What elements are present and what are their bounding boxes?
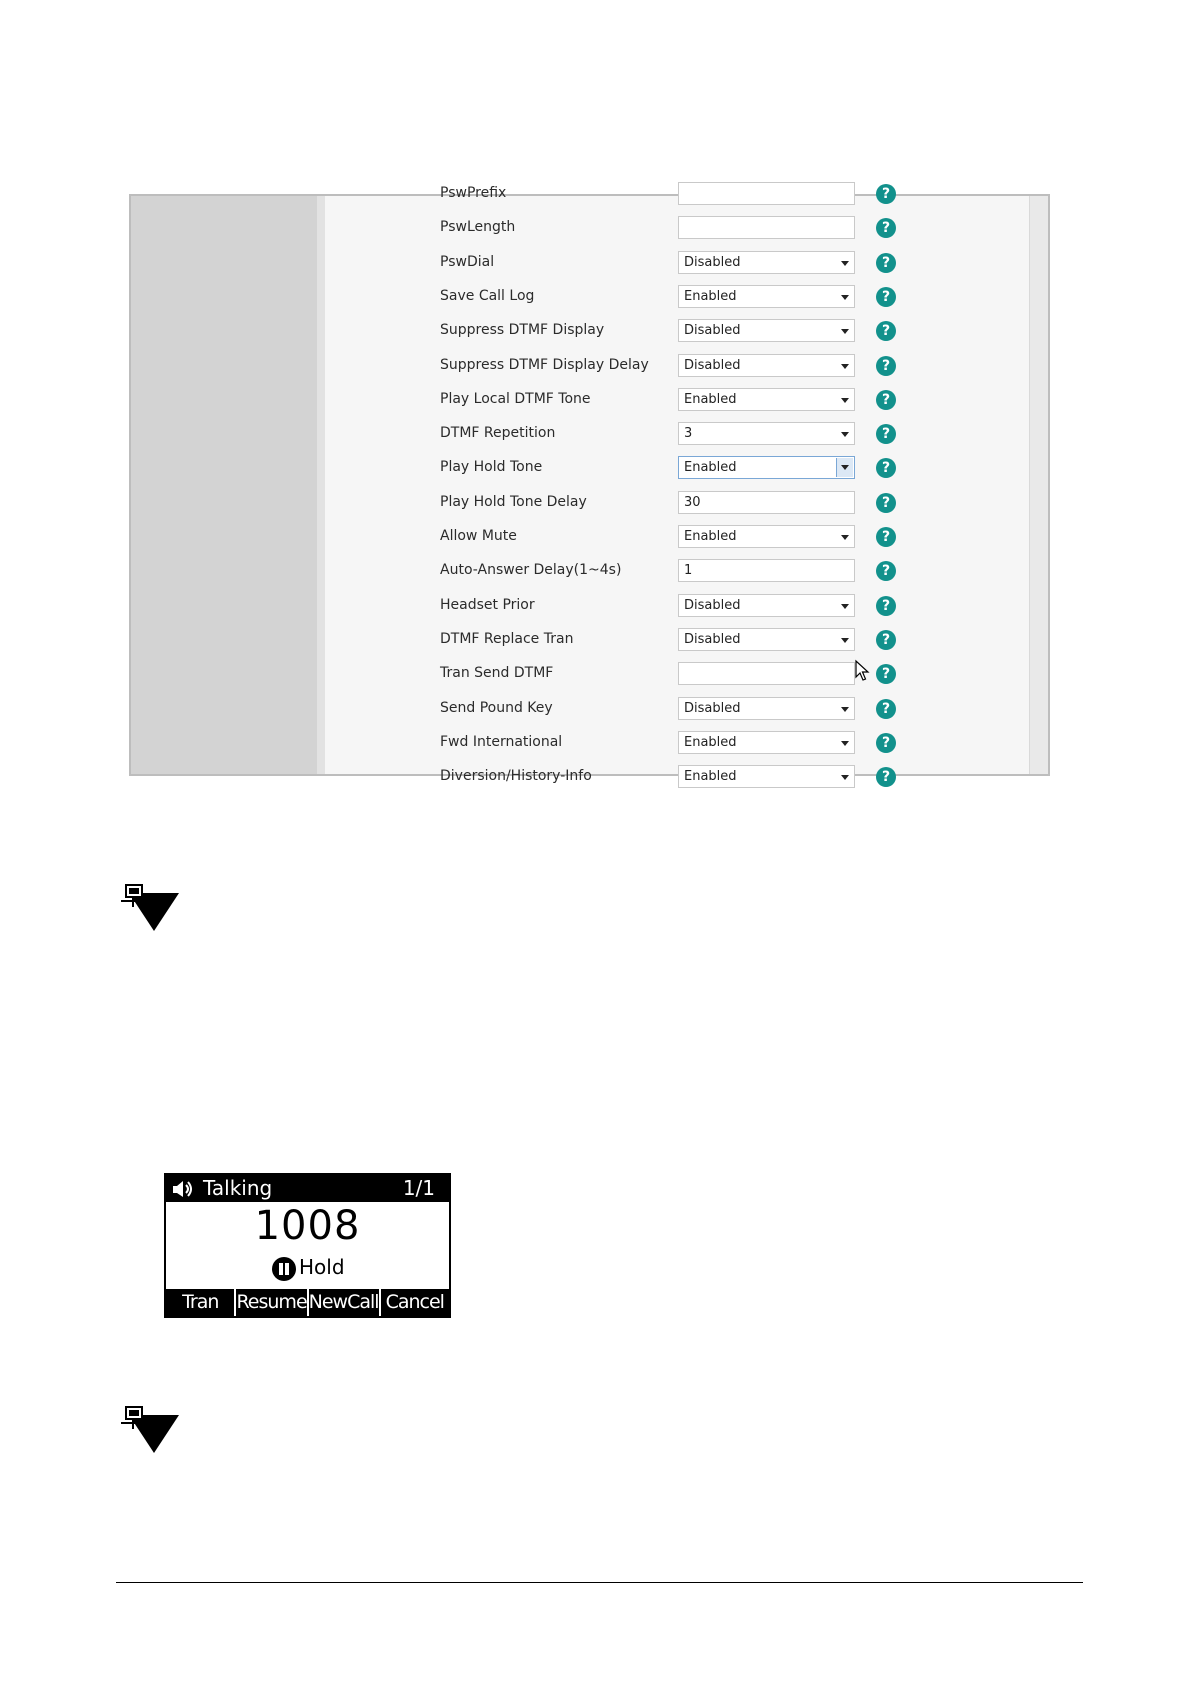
help-icon[interactable]: ? (876, 493, 896, 513)
settings-row (131, 417, 1048, 451)
setting-dropdown[interactable] (678, 731, 855, 754)
settings-row (131, 657, 1048, 691)
setting-label: Suppress DTMF Display Delay (440, 356, 649, 373)
help-icon[interactable]: ? (876, 287, 896, 307)
help-icon[interactable]: ? (876, 561, 896, 581)
caller-number: 1008 (254, 1203, 361, 1249)
help-icon[interactable]: ? (876, 253, 896, 273)
setting-dropdown[interactable] (678, 388, 855, 411)
settings-row (131, 623, 1048, 657)
setting-input[interactable] (678, 182, 855, 205)
settings-row (131, 726, 1048, 760)
lcd-title-bar (166, 1175, 449, 1202)
setting-dropdown[interactable] (678, 594, 855, 617)
setting-label: Headset Prior (440, 596, 535, 613)
setting-value: 30 (684, 494, 701, 510)
softkey-newcall[interactable]: NewCall (307, 1289, 379, 1316)
softkey-cancel[interactable]: Cancel (379, 1289, 449, 1316)
softkey-tran[interactable]: Tran (182, 1291, 219, 1313)
settings-row (131, 280, 1048, 314)
help-icon[interactable]: ? (876, 767, 896, 787)
setting-value: Disabled (684, 597, 741, 613)
help-icon[interactable]: ? (876, 458, 896, 478)
setting-label: Play Hold Tone Delay (440, 493, 587, 510)
setting-value: Disabled (684, 357, 741, 373)
dropdown-arrow-icon[interactable] (836, 458, 853, 477)
settings-row (131, 314, 1048, 348)
setting-dropdown[interactable] (678, 251, 855, 274)
setting-dropdown[interactable] (678, 354, 855, 377)
setting-input[interactable] (678, 216, 855, 239)
footer-divider (116, 1582, 1083, 1583)
setting-value: Enabled (684, 391, 737, 407)
setting-input[interactable] (678, 662, 855, 685)
setting-dropdown[interactable] (678, 697, 855, 720)
help-icon[interactable]: ? (876, 630, 896, 650)
hold-label: Hold (299, 1255, 345, 1279)
setting-label: Auto-Answer Delay(1~4s) (440, 562, 622, 579)
setting-input[interactable] (678, 491, 855, 514)
setting-value: Disabled (684, 323, 741, 339)
settings-row (131, 692, 1048, 726)
settings-row (131, 211, 1048, 245)
help-icon[interactable]: ? (876, 321, 896, 341)
settings-row (131, 554, 1048, 588)
setting-value: Enabled (684, 288, 737, 304)
settings-row (131, 486, 1048, 520)
softkey-resume[interactable]: Resume (234, 1289, 306, 1316)
help-icon[interactable]: ? (876, 390, 896, 410)
help-icon[interactable]: ? (876, 527, 896, 547)
call-status: Talking (203, 1176, 273, 1200)
setting-value: Disabled (684, 700, 741, 716)
help-icon[interactable]: ? (876, 218, 896, 238)
settings-screenshot (129, 185, 1050, 786)
settings-row (131, 177, 1048, 211)
settings-row (131, 760, 1048, 794)
setting-label: DTMF Repetition (440, 425, 556, 442)
help-icon[interactable]: ? (876, 699, 896, 719)
setting-label: Tran Send DTMF (440, 665, 554, 682)
setting-label: DTMF Replace Tran (440, 630, 574, 647)
setting-label: PswLength (440, 219, 516, 236)
help-icon[interactable]: ? (876, 596, 896, 616)
help-icon[interactable]: ? (876, 424, 896, 444)
note-icon (121, 883, 181, 933)
note-icon (121, 1405, 181, 1455)
setting-dropdown[interactable] (678, 319, 855, 342)
settings-row (131, 349, 1048, 383)
setting-value: Enabled (684, 529, 737, 544)
mouse-cursor-icon (855, 660, 869, 682)
setting-value: Enabled (684, 460, 737, 476)
setting-label: PswDial (440, 253, 495, 270)
setting-dropdown[interactable] (678, 285, 855, 308)
help-icon[interactable]: ? (876, 733, 896, 753)
setting-dropdown[interactable] (678, 765, 855, 788)
setting-value: Enabled (684, 734, 737, 750)
setting-value: Disabled (684, 631, 741, 647)
settings-row (131, 451, 1048, 485)
setting-dropdown[interactable] (678, 456, 855, 479)
help-icon[interactable]: ? (876, 664, 896, 684)
settings-row (131, 383, 1048, 417)
setting-input[interactable] (678, 559, 855, 582)
setting-label: Play Local DTMF Tone (440, 390, 591, 407)
setting-value: Disabled (684, 254, 741, 270)
settings-row (131, 589, 1048, 623)
setting-dropdown[interactable] (678, 628, 855, 651)
setting-label: PswPrefix (440, 185, 507, 201)
setting-label: Play Hold Tone (440, 459, 543, 476)
setting-value: 3 (684, 426, 693, 442)
setting-label: Allow Mute (440, 528, 517, 544)
settings-row (131, 520, 1048, 554)
help-icon[interactable]: ? (876, 184, 896, 204)
settings-row (131, 246, 1048, 280)
speaker-icon (173, 1181, 195, 1197)
line-count: 1/1 (402, 1176, 435, 1200)
setting-value: Enabled (684, 769, 737, 785)
setting-label: Fwd International (440, 733, 563, 750)
setting-value: 1 (684, 563, 693, 579)
setting-label: Save Call Log (440, 287, 535, 304)
phone-lcd-screen (164, 1173, 451, 1318)
setting-label: Send Pound Key (440, 699, 553, 716)
hold-icon (272, 1257, 296, 1281)
softkey-bar (166, 1289, 449, 1316)
setting-dropdown[interactable] (678, 525, 855, 548)
setting-dropdown[interactable] (678, 422, 855, 445)
setting-label: Suppress DTMF Display (440, 322, 605, 339)
setting-label: Diversion/History-Info (440, 768, 592, 785)
help-icon[interactable]: ? (876, 356, 896, 376)
